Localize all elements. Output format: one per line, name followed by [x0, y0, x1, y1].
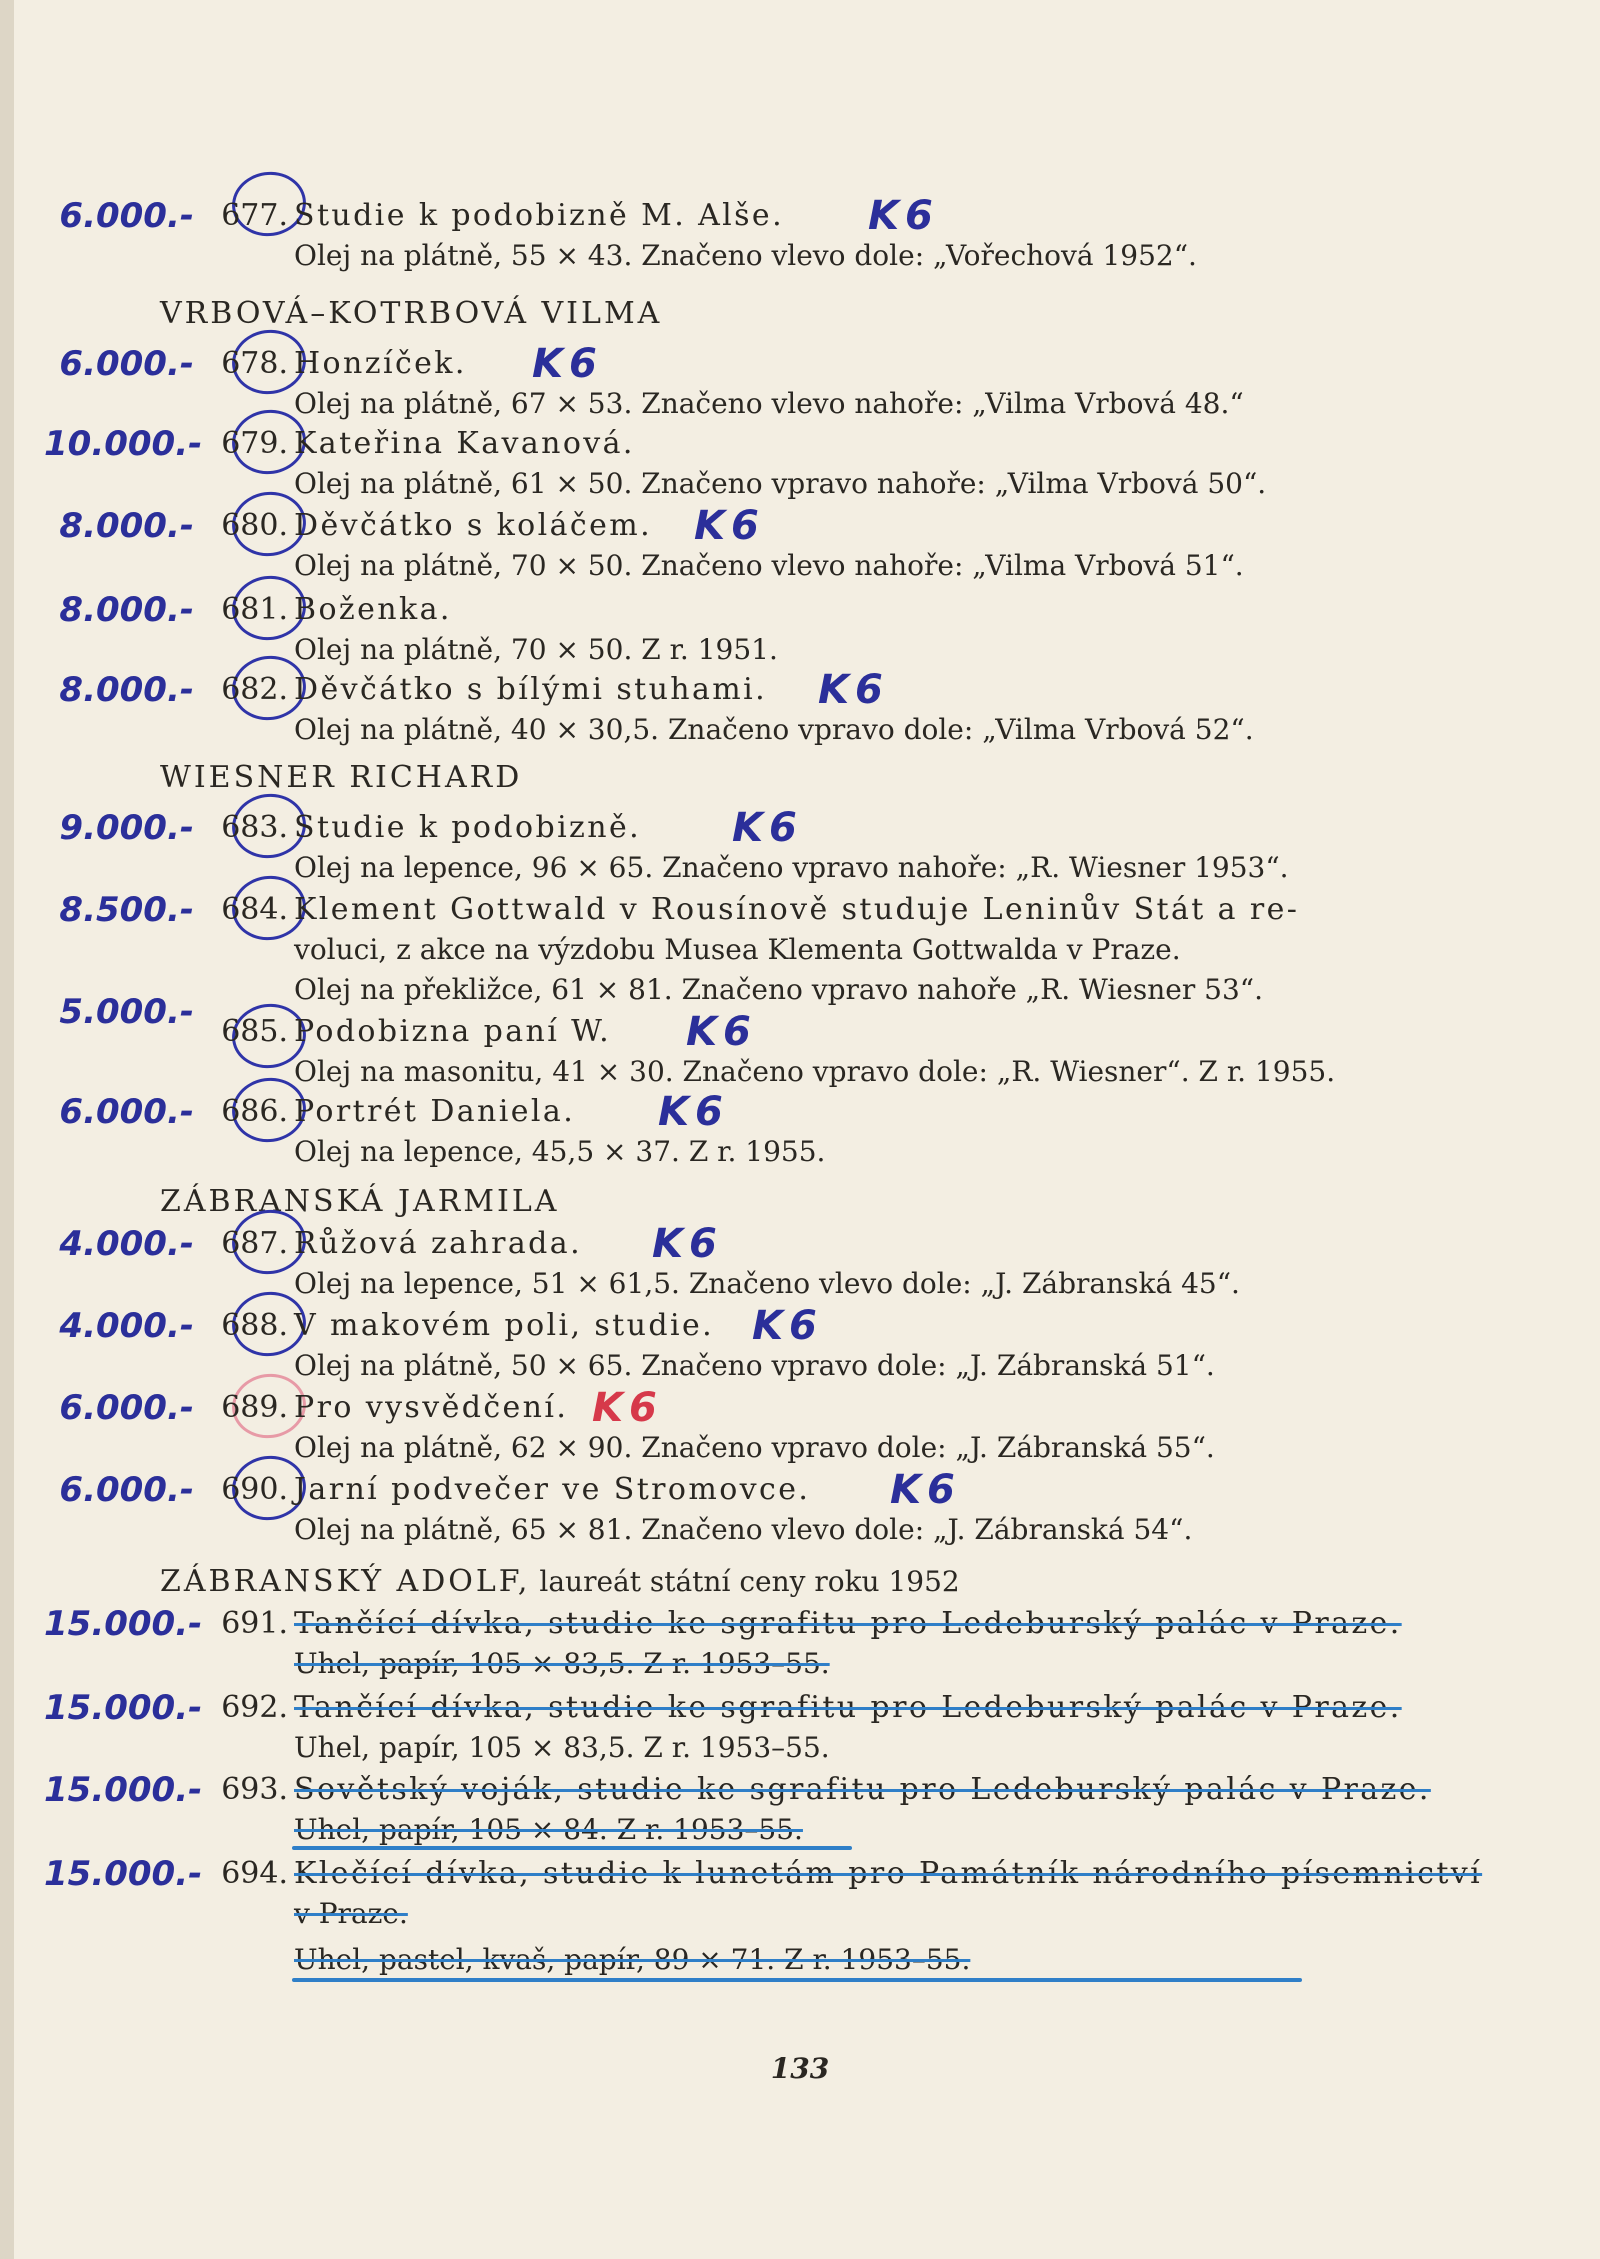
entry-number: 694. [221, 1856, 288, 1891]
handwritten-mark: K6 [592, 1385, 663, 1431]
entry-number: 693. [221, 1772, 288, 1807]
entry-detail: Olej na lepence, 51 × 61,5. Značeno vlevo dole: „J. Zábranská 45“. [294, 1267, 1240, 1300]
handwritten-price: 10.000.- [44, 424, 203, 464]
entry-number: 688. [221, 1308, 288, 1343]
entry-detail: Olej na plátně, 65 × 81. Značeno vlevo dole: „J. Zábranská 54“. [294, 1513, 1193, 1546]
entry-number: 689. [221, 1390, 288, 1425]
entry-694-detail [0, 1940, 1600, 1980]
page-number: 133 [770, 2052, 830, 2085]
entry-detail: Uhel, papír, 105 × 83,5. Z r. 1953–55. [294, 1731, 830, 1764]
entry-682-detail [0, 710, 1600, 750]
artist-heading [160, 1562, 960, 1602]
entry-detail: Olej na plátně, 61 × 50. Značeno vpravo nahoře: „Vilma Vrbová 50“. [294, 467, 1267, 500]
handwritten-price: 6.000.- [59, 196, 194, 236]
handwritten-price: 6.000.- [59, 1388, 194, 1428]
entry-694 [0, 1854, 1600, 1894]
entry-683 [0, 805, 1600, 851]
handwritten-mark: K6 [732, 805, 803, 851]
handwritten-price: 15.000.- [44, 1688, 203, 1728]
entry-number: 678. [221, 346, 288, 381]
entry-number: 691. [221, 1606, 288, 1641]
entry-title: Děvčátko s bílými stuhami. [294, 672, 768, 707]
handwritten-mark: K6 [686, 1009, 757, 1055]
handwritten-price: 4.000.- [59, 1306, 194, 1346]
handwritten-price: 15.000.- [44, 1604, 203, 1644]
entry-title: V makovém poli, studie. [294, 1308, 715, 1343]
entry-682 [0, 667, 1600, 713]
handwritten-price: 9.000.- [59, 808, 194, 848]
entry-title: Jarní podvečer ve Stromovce. [294, 1472, 811, 1507]
entry-677 [0, 193, 1600, 239]
entry-680-detail [0, 546, 1600, 586]
entry-detail: Olej na plátně, 40 × 30,5. Značeno vpravo dole: „Vilma Vrbová 52“. [294, 713, 1254, 746]
entry-688-detail [0, 1346, 1600, 1386]
entry-684 [0, 890, 1600, 930]
entry-title-continued: voluci, z akce na výzdobu Musea Klementa Gottwalda v Praze. [294, 933, 1181, 966]
entry-689-detail [0, 1428, 1600, 1468]
handwritten-price: 8.500.- [59, 890, 194, 930]
entry-687-detail [0, 1264, 1600, 1304]
entry-694-title-cont [0, 1894, 1600, 1934]
entry-692 [0, 1688, 1600, 1728]
underline-stroke [292, 1846, 852, 1850]
entry-detail: Olej na plátně, 67 × 53. Značeno vlevo nahoře: „Vilma Vrbová 48.“ [294, 387, 1244, 420]
entry-detail: Olej na lepence, 45,5 × 37. Z r. 1955. [294, 1135, 826, 1168]
entry-number: 687. [221, 1226, 288, 1261]
entry-title: Klečící dívka, studie k lunetám pro Památník národního písemnictví [294, 1856, 1483, 1891]
entry-686-detail [0, 1132, 1600, 1172]
entry-685 [0, 992, 1600, 1055]
entry-title: Honzíček. [294, 346, 467, 381]
entry-679-detail [0, 464, 1600, 504]
entry-title: Kateřina Kavanová. [294, 426, 635, 461]
handwritten-mark: K6 [652, 1221, 723, 1267]
entry-detail: Olej na překližce, 61 × 81. Značeno vpravo nahoře „R. Wiesner 53“. [294, 973, 1263, 1006]
entry-title: Portrét Daniela. [294, 1094, 576, 1129]
entry-688 [0, 1303, 1600, 1349]
handwritten-price: 8.000.- [59, 670, 194, 710]
entry-title: Pro vysvědčení. [294, 1390, 569, 1425]
handwritten-mark: K6 [868, 193, 939, 239]
entry-693 [0, 1770, 1600, 1810]
entry-detail: Uhel, papír, 105 × 83,5. Z r. 1953–55. [294, 1647, 830, 1680]
entry-title: Studie k podobizně M. Alše. [294, 198, 785, 233]
entry-detail: Olej na plátně, 55 × 43. Značeno vlevo dole: „Vořechová 1952“. [294, 239, 1197, 272]
artist-heading [160, 1182, 559, 1222]
handwritten-price: 15.000.- [44, 1770, 203, 1810]
handwritten-price: 6.000.- [59, 1092, 194, 1132]
entry-title: Sovětský voják, studie ke sgrafitu pro Ledeburský palác v Praze. [294, 1772, 1431, 1807]
artist-heading [160, 294, 662, 334]
entry-detail: Olej na plátně, 70 × 50. Značeno vlevo nahoře: „Vilma Vrbová 51“. [294, 549, 1244, 582]
entry-677-detail [0, 236, 1600, 276]
entry-681-detail [0, 630, 1600, 670]
entry-number: 683. [221, 810, 288, 845]
entry-title: Studie k podobizně. [294, 810, 642, 845]
entry-678-detail [0, 384, 1600, 424]
entry-693-detail [0, 1810, 1600, 1850]
entry-detail: Olej na plátně, 62 × 90. Značeno vpravo dole: „J. Zábranská 55“. [294, 1431, 1215, 1464]
artist-note: laureát státní ceny roku 1952 [530, 1565, 960, 1598]
entry-number: 685. [221, 1014, 288, 1049]
handwritten-mark: K6 [818, 667, 889, 713]
entry-detail: Uhel, pastel, kvaš, papír, 89 × 71. Z r. 1953–55. [294, 1943, 971, 1976]
entry-681 [0, 590, 1600, 630]
entry-title: Tančící dívka, studie ke sgrafitu pro Ledeburský palác v Praze. [294, 1690, 1402, 1725]
entry-678 [0, 341, 1600, 387]
handwritten-mark: K6 [752, 1303, 823, 1349]
entry-number: 681. [221, 592, 288, 627]
entry-number: 690. [221, 1472, 288, 1507]
underline-stroke [292, 1978, 1302, 1982]
entry-679 [0, 424, 1600, 464]
handwritten-mark: K6 [532, 341, 603, 387]
handwritten-price: 8.000.- [59, 590, 194, 630]
handwritten-price: 8.000.- [59, 506, 194, 546]
entry-title: Podobizna paní W. [294, 1014, 612, 1049]
entry-number: 686. [221, 1094, 288, 1129]
entry-683-detail [0, 848, 1600, 888]
entry-detail: Olej na plátně, 50 × 65. Značeno vpravo dole: „J. Zábranská 51“. [294, 1349, 1215, 1382]
entry-690-detail [0, 1510, 1600, 1550]
entry-number: 692. [221, 1690, 288, 1725]
artist-heading [160, 758, 522, 798]
handwritten-mark: K6 [658, 1089, 729, 1135]
entry-detail: Olej na plátně, 70 × 50. Z r. 1951. [294, 633, 778, 666]
entry-689 [0, 1385, 1600, 1431]
entry-684-detail [0, 970, 1600, 1010]
entry-690 [0, 1467, 1600, 1513]
entry-691 [0, 1604, 1600, 1644]
handwritten-price: 5.000.- [59, 992, 194, 1032]
artist-name: ZÁBRANSKÝ ADOLF, [160, 1564, 531, 1599]
entry-685-detail [0, 1052, 1600, 1092]
handwritten-price: 6.000.- [59, 344, 194, 384]
handwritten-price: 4.000.- [59, 1224, 194, 1264]
entry-number: 677. [221, 198, 288, 233]
entry-687 [0, 1221, 1600, 1267]
handwritten-price: 6.000.- [59, 1470, 194, 1510]
entry-title: Tančící dívka, studie ke sgrafitu pro Ledeburský palác v Praze. [294, 1606, 1402, 1641]
entry-detail: Olej na lepence, 96 × 65. Značeno vpravo nahoře: „R. Wiesner 1953“. [294, 851, 1289, 884]
entry-title: Růžová zahrada. [294, 1226, 583, 1261]
entry-detail: Olej na masonitu, 41 × 30. Značeno vpravo dole: „R. Wiesner“. Z r. 1955. [294, 1055, 1336, 1088]
handwritten-mark: K6 [890, 1467, 961, 1513]
entry-number: 684. [221, 892, 288, 927]
artist-name: WIESNER RICHARD [160, 760, 523, 795]
entry-684-title-cont [0, 930, 1600, 970]
entry-691-detail [0, 1644, 1600, 1684]
entry-number: 679. [221, 426, 288, 461]
artist-name: ZÁBRANSKÁ JARMILA [160, 1184, 560, 1219]
entry-title: Klement Gottwald v Rousínově studuje Leninův Stát a re- [294, 892, 1300, 927]
entry-title: Boženka. [294, 592, 452, 627]
artist-name: VRBOVÁ–KOTRBOVÁ VILMA [160, 296, 663, 331]
entry-number: 680. [221, 508, 288, 543]
entry-686 [0, 1089, 1600, 1135]
entry-title-continued: v Praze. [294, 1897, 408, 1930]
entry-number: 682. [221, 672, 288, 707]
entry-680 [0, 503, 1600, 549]
entry-title: Děvčátko s koláčem. [294, 508, 653, 543]
handwritten-mark: K6 [694, 503, 765, 549]
entry-detail: Uhel, papír, 105 × 84. Z r. 1953–55. [294, 1813, 803, 1846]
entry-692-detail [0, 1728, 1600, 1768]
handwritten-price: 15.000.- [44, 1854, 203, 1894]
